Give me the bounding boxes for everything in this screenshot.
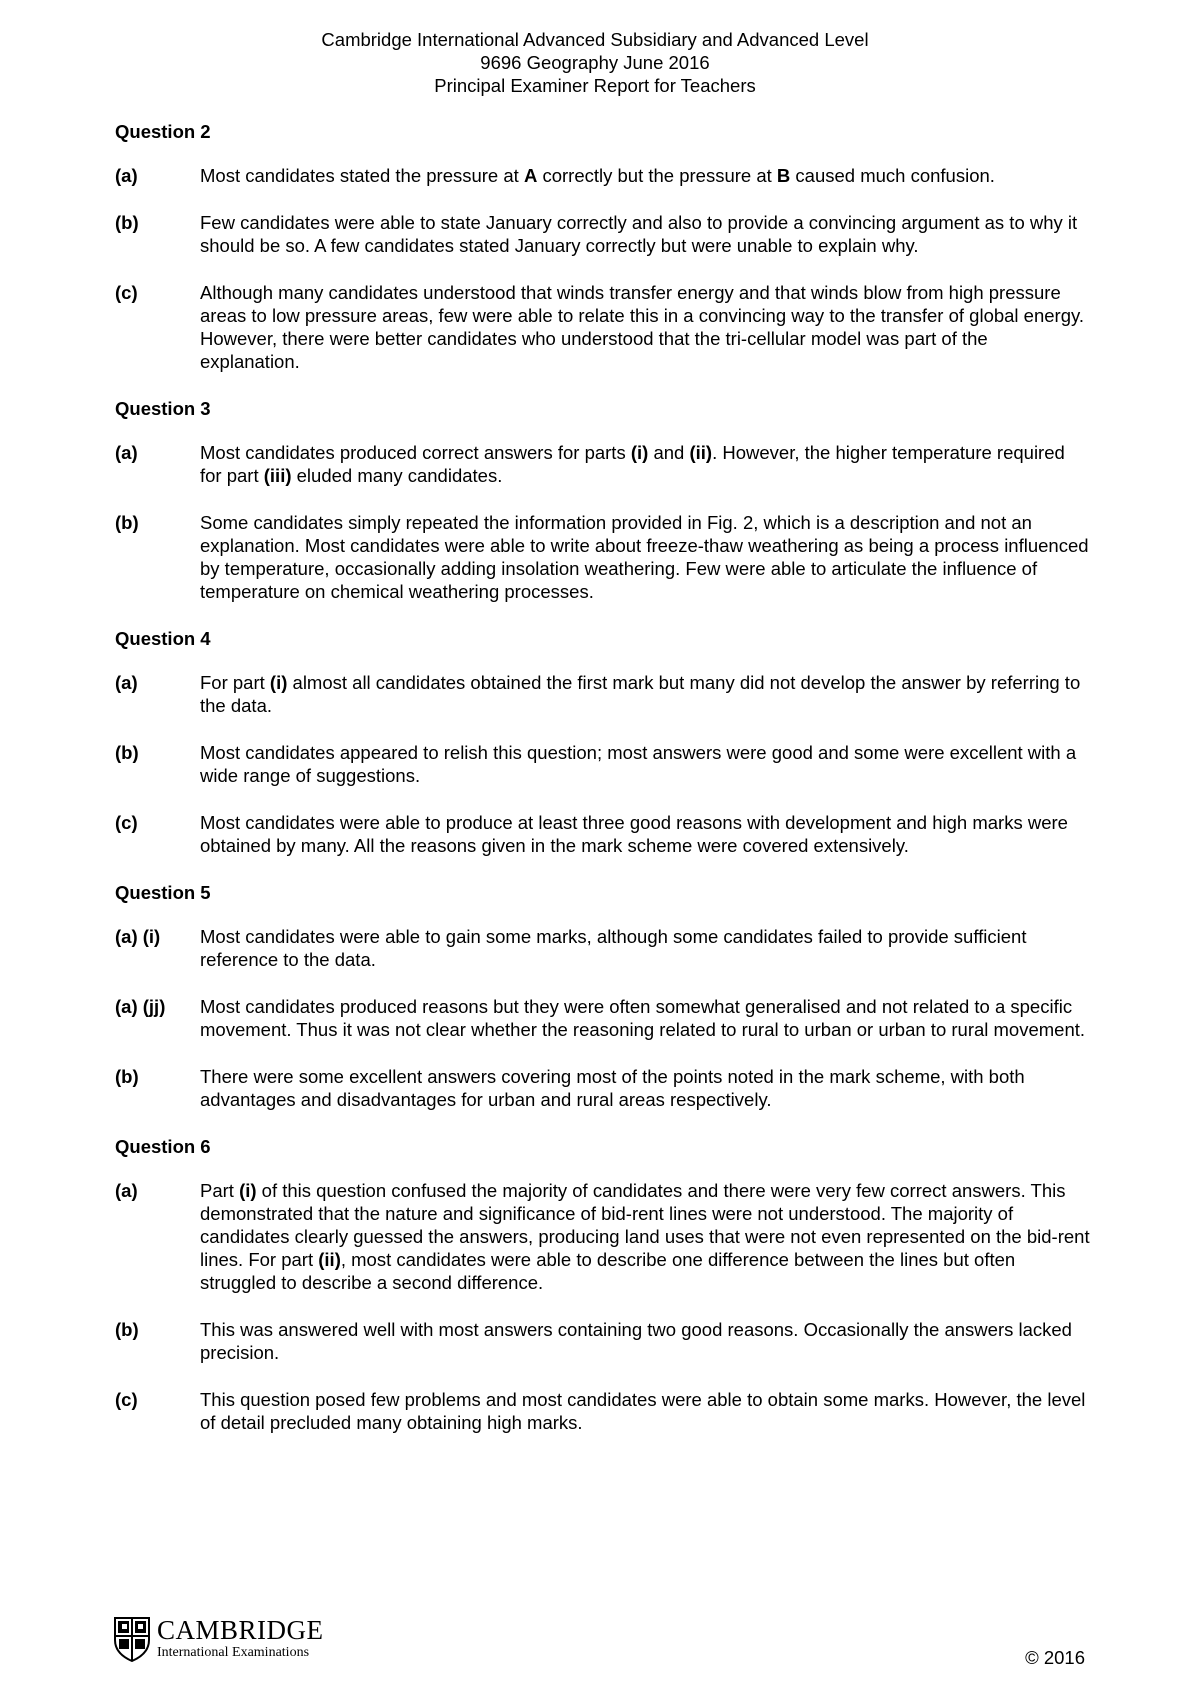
text-segment: There were some excellent answers covering most of the points noted in the mark scheme, with both advantages and disadvantages for urban and rural areas respectively. xyxy=(200,1066,1025,1110)
text-segment: of this question confused the majority of candidates and there were very few correct answers. This demonstrated that the nature and significance of bid-rent lines were not understood. The majority of candidates clearly guessed the answers, producing land uses that were not even represented on the bid-rent lines. For part xyxy=(200,1180,1090,1270)
copyright-notice: © 2016 xyxy=(1025,1647,1085,1668)
question-item xyxy=(115,811,1090,857)
item-text xyxy=(200,995,1090,1041)
item-label: (b) xyxy=(115,1066,139,1087)
item-text xyxy=(200,1179,1090,1294)
item-text xyxy=(200,441,1090,487)
question-item xyxy=(115,511,1090,603)
question-heading: Question 4 xyxy=(115,628,211,649)
bold-reference: (i) xyxy=(630,442,649,463)
text-segment: Few candidates were able to state January correctly and also to provide a convincing argument as to why it should be so. A few candidates stated January correctly but were unable to explain why. xyxy=(200,212,1078,256)
text-segment: Most candidates were able to produce at least three good reasons with development and high marks were obtained by many. All the reasons given in the mark scheme were covered extensively. xyxy=(200,812,1068,856)
item-text xyxy=(200,1065,1090,1111)
item-text xyxy=(200,811,1090,857)
question-item xyxy=(115,1388,1090,1434)
logo-wordmark: CAMBRIDGE xyxy=(157,1615,324,1645)
page-header xyxy=(0,28,1190,97)
text-segment: Most candidates produced reasons but they were often somewhat generalised and not related to a specific movement. Thus it was not clear whether the reasoning related to rural to urban or urban to rural movement. xyxy=(200,996,1086,1040)
text-segment: Most candidates stated the pressure at xyxy=(200,165,524,186)
item-text xyxy=(200,671,1090,717)
text-segment: eluded many candidates. xyxy=(291,465,503,486)
shield-icon xyxy=(113,1616,151,1662)
item-label: (b) xyxy=(115,512,139,533)
question-item xyxy=(115,995,1090,1041)
item-label: (a) xyxy=(115,672,138,693)
question-item xyxy=(115,281,1090,373)
question-item xyxy=(115,164,1090,187)
bold-reference: (ii) xyxy=(689,442,713,463)
item-text xyxy=(200,281,1090,373)
question-item xyxy=(115,1065,1090,1111)
item-text xyxy=(200,925,1090,971)
bold-reference: B xyxy=(776,165,791,186)
text-segment: For part xyxy=(200,672,270,693)
item-text xyxy=(200,741,1090,787)
text-segment: Although many candidates understood that winds transfer energy and that winds blow from high pressure areas to low pressure areas, few were able to relate this in a convincing way to the transfer of global energy. However, there were better candidates who understood that the tri-cellular model was part of the explanation. xyxy=(200,282,1085,372)
text-segment: Some candidates simply repeated the information provided in Fig. 2, which is a description and not an explanation. Most candidates were able to write about freeze-thaw weathering as being a process influenced by temperature, occasionally adding insolation weathering. Few were able to articulate the influence of temperature on chemical weathering processes. xyxy=(200,512,1089,602)
text-segment: almost all candidates obtained the first mark but many did not develop the answer by referring to the data. xyxy=(200,672,1081,716)
text-segment: and xyxy=(648,442,690,463)
item-label: (a) xyxy=(115,165,138,186)
logo-subtitle: International Examinations xyxy=(157,1645,310,1660)
bold-reference: (iii) xyxy=(263,465,292,486)
item-label: (c) xyxy=(115,1389,138,1410)
text-segment: correctly but the pressure at xyxy=(537,165,777,186)
text-segment: This question posed few problems and most candidates were able to obtain some marks. However, the level of detail precluded many obtaining high marks. xyxy=(200,1389,1086,1433)
question-heading: Question 6 xyxy=(115,1136,211,1157)
item-label: (c) xyxy=(115,812,138,833)
text-segment: This was answered well with most answers containing two good reasons. Occasionally the answers lacked precision. xyxy=(200,1319,1072,1363)
question-item xyxy=(115,1318,1090,1364)
header-line-subject: 9696 Geography June 2016 xyxy=(480,52,710,73)
header-line-report: Principal Examiner Report for Teachers xyxy=(434,75,756,96)
report-body xyxy=(115,120,1090,1458)
question-heading: Question 5 xyxy=(115,882,211,903)
bold-reference: (i) xyxy=(269,672,288,693)
bold-reference: (i) xyxy=(239,1180,257,1201)
item-label: (a) (jj) xyxy=(115,996,166,1017)
question-heading: Question 2 xyxy=(115,121,211,142)
question-item xyxy=(115,671,1090,717)
item-label: (a) (i) xyxy=(115,926,161,947)
text-segment: Part xyxy=(200,1180,240,1201)
item-label: (b) xyxy=(115,1319,139,1340)
question-item xyxy=(115,741,1090,787)
bold-reference: A xyxy=(523,165,538,186)
text-segment: Most candidates were able to gain some marks, although some candidates failed to provide sufficient reference to the data. xyxy=(200,926,1027,970)
item-label: (b) xyxy=(115,742,139,763)
text-segment: , most candidates were able to describe one difference between the lines but often struggled to describe a second difference. xyxy=(200,1249,1016,1293)
text-segment: . However, the higher temperature required for part xyxy=(200,442,1065,486)
item-text xyxy=(200,1318,1090,1364)
item-label: (a) xyxy=(115,442,138,463)
question-item xyxy=(115,1179,1090,1294)
cambridge-logo xyxy=(113,1616,324,1662)
item-text xyxy=(200,164,1090,187)
item-text xyxy=(200,211,1090,257)
question-item xyxy=(115,441,1090,487)
item-label: (c) xyxy=(115,282,138,303)
header-line-title: Cambridge International Advanced Subsidiary and Advanced Level xyxy=(321,29,869,50)
question-heading: Question 3 xyxy=(115,398,211,419)
question-item xyxy=(115,925,1090,971)
text-segment: Most candidates produced correct answers for parts xyxy=(200,442,631,463)
bold-reference: (ii) xyxy=(318,1249,341,1270)
text-segment: Most candidates appeared to relish this question; most answers were good and some were excellent with a wide range of suggestions. xyxy=(200,742,1077,786)
item-label: (b) xyxy=(115,212,139,233)
text-segment: caused much confusion. xyxy=(790,165,995,186)
item-label: (a) xyxy=(115,1180,138,1201)
item-text xyxy=(200,511,1090,603)
question-item xyxy=(115,211,1090,257)
item-text xyxy=(200,1388,1090,1434)
